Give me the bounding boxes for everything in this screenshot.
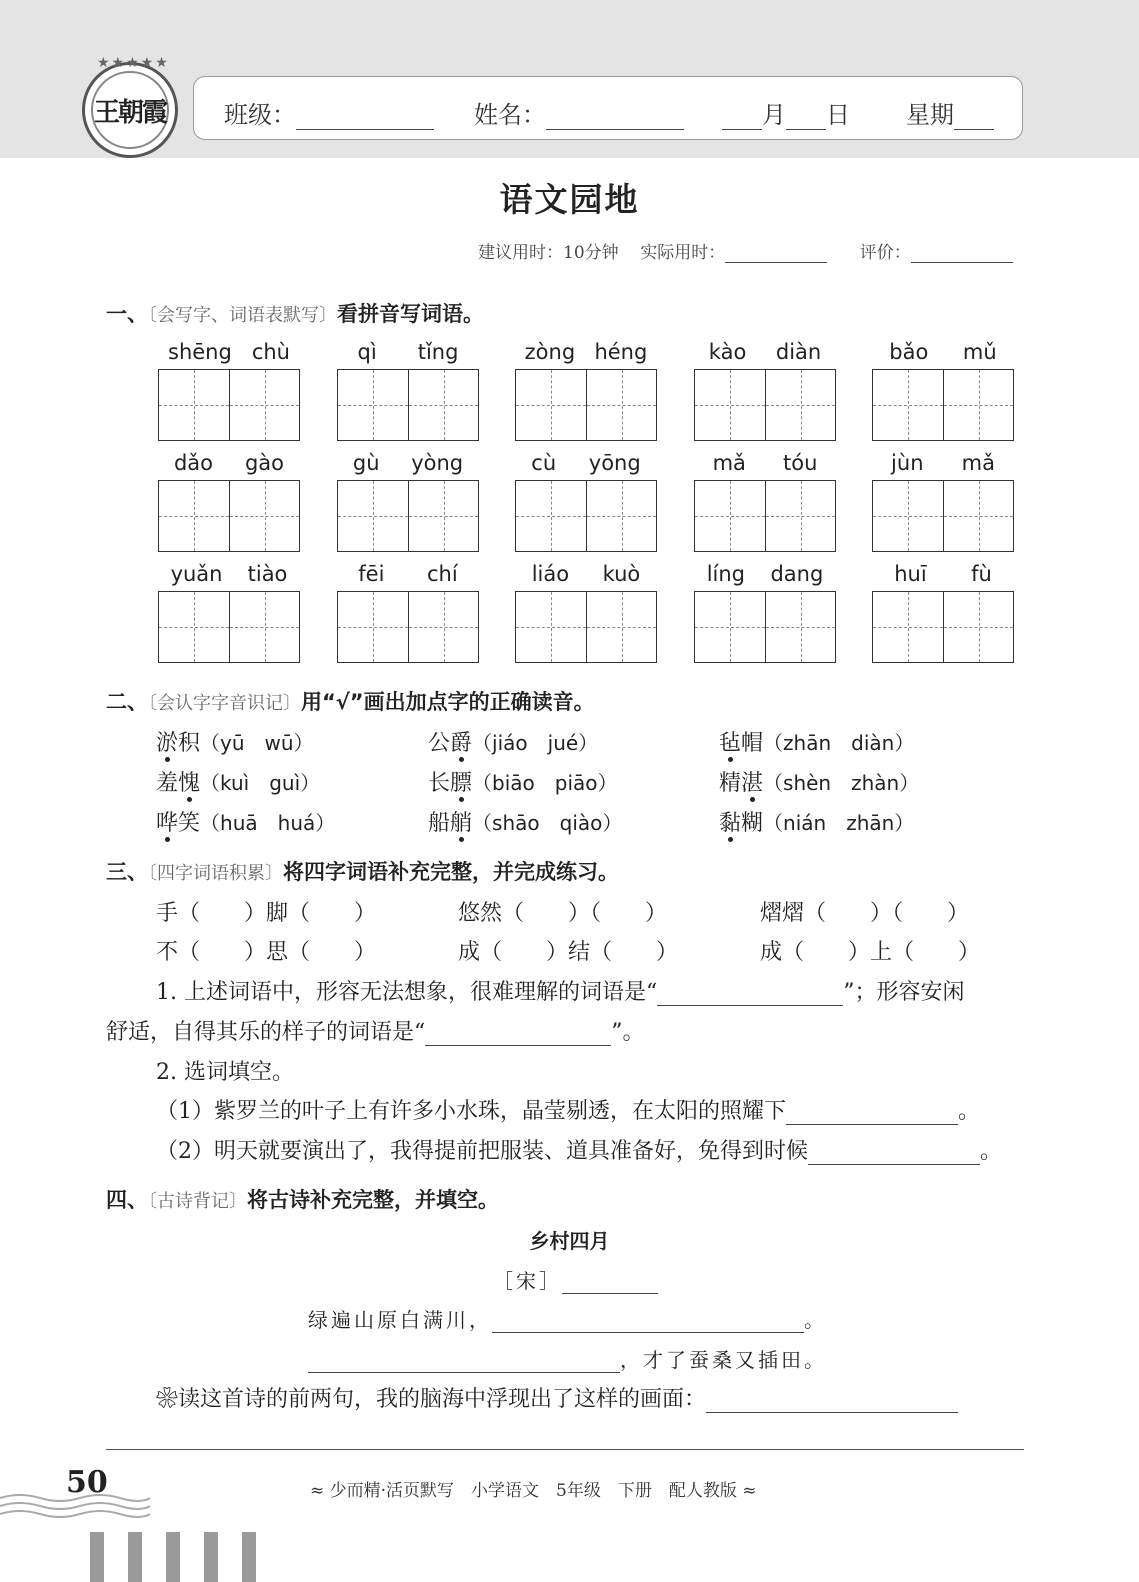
dotted-character: 淤 (156, 731, 179, 756)
writing-box[interactable] (943, 370, 1013, 440)
writing-boxes[interactable] (337, 369, 479, 441)
idiom-2[interactable]: 悠然（ ）（ ） (458, 901, 668, 926)
idiom-5[interactable]: 成（ ）结（ ） (458, 940, 679, 965)
pinyin-label: zòng héng (524, 340, 648, 364)
writing-box[interactable] (159, 370, 229, 440)
writing-box[interactable] (943, 592, 1013, 662)
section1-heading: 一、〔会写字、词语表默写〕看拼音写词语。 (106, 302, 484, 326)
idiom-4[interactable]: 不（ ）思（ ） (156, 940, 377, 965)
answer-blank[interactable] (425, 1021, 611, 1046)
writing-box[interactable] (873, 481, 943, 551)
question-2: 2. 选词填空。 (156, 1060, 294, 1085)
timing-bar: 建议用时：10分钟 实际用时： 评价： (478, 238, 1013, 263)
writing-boxes[interactable] (158, 480, 300, 552)
wave-decoration (0, 1490, 150, 1520)
idiom-6[interactable]: 成（ ）上（ ） (760, 940, 981, 965)
pinyin-label: fēi chí (358, 562, 458, 586)
reading-item[interactable]: 公爵（jiáo jué） (428, 731, 599, 756)
pinyin-label: mǎ tóu (712, 451, 818, 475)
reading-item[interactable]: 毡帽（zhān diàn） (719, 731, 915, 756)
writing-box[interactable] (943, 481, 1013, 551)
writing-box[interactable] (159, 481, 229, 551)
poem-blank[interactable] (492, 1308, 804, 1333)
writing-box[interactable] (765, 592, 835, 662)
question-1-line2: 舒适，自得其乐的样子的词语是“ ”。 (106, 1020, 645, 1045)
writing-boxes[interactable] (694, 480, 836, 552)
publisher-logo: ★★★★★ 王朝霞 (82, 62, 178, 158)
footer-bars (90, 1532, 256, 1582)
section4-heading: 四、〔古诗背记〕将古诗补充完整，并填空。 (106, 1188, 499, 1212)
writing-boxes[interactable] (337, 480, 479, 552)
writing-boxes[interactable] (515, 591, 657, 663)
writing-box[interactable] (338, 481, 408, 551)
question-2-1: （1）紫罗兰的叶子上有许多小水珠，晶莹剔透，在太阳的照耀下 。 (156, 1099, 981, 1124)
writing-box[interactable] (586, 481, 656, 551)
pinyin-label: kào diàn (708, 340, 822, 364)
reading-item[interactable]: 羞愧（kuì guì） (156, 771, 321, 796)
dotted-character: 爵 (450, 731, 473, 756)
reading-item[interactable]: 黏糊（nián zhān） (719, 811, 915, 836)
dotted-character: 毡 (719, 731, 742, 756)
writing-box[interactable] (765, 481, 835, 551)
pinyin-label: cù yōng (531, 451, 641, 475)
reading-item[interactable]: 船艄（shāo qiào） (428, 811, 623, 836)
date-field[interactable]: 月 日 (722, 95, 850, 130)
page-title: 语文园地 (499, 180, 640, 219)
reading-item[interactable]: 哗笑（huā huá） (156, 811, 336, 836)
answer-blank[interactable] (786, 1100, 958, 1125)
name-field[interactable]: 姓名： (474, 95, 684, 130)
writing-boxes[interactable] (872, 369, 1014, 441)
pinyin-label: shēng chù (168, 340, 290, 364)
writing-box[interactable] (586, 592, 656, 662)
writing-box[interactable] (516, 592, 586, 662)
answer-blank[interactable] (657, 981, 843, 1006)
pinyin-label: jùn mǎ (891, 451, 995, 475)
writing-box[interactable] (873, 592, 943, 662)
poem-prompt: ❀读这首诗的前两句，我的脑海中浮现出了这样的画面： (156, 1382, 958, 1413)
student-info-box (193, 76, 1023, 140)
writing-box[interactable] (408, 481, 478, 551)
writing-boxes[interactable] (694, 591, 836, 663)
author-blank[interactable] (562, 1269, 658, 1294)
dotted-character: 愧 (178, 771, 201, 796)
poem-blank[interactable] (308, 1348, 620, 1373)
writing-box[interactable] (338, 370, 408, 440)
reading-item[interactable]: 长膘（biāo piāo） (428, 771, 618, 796)
section3-heading: 三、〔四字词语积累〕将四字词语补充完整，并完成练习。 (106, 860, 619, 884)
poem-line-1: 绿遍山原白满川， 。 (308, 1308, 827, 1332)
writing-box[interactable] (873, 370, 943, 440)
writing-box[interactable] (338, 592, 408, 662)
weekday-field[interactable]: 星期 (906, 95, 994, 130)
poem-dynasty: ［宋］ (493, 1265, 658, 1294)
pinyin-label: bǎo mǔ (889, 340, 997, 364)
writing-boxes[interactable] (694, 369, 836, 441)
pinyin-label: gù yòng (352, 451, 464, 475)
idiom-1[interactable]: 手（ ）脚（ ） (156, 901, 377, 926)
writing-box[interactable] (695, 481, 765, 551)
writing-box[interactable] (408, 592, 478, 662)
reading-item[interactable]: 精湛（shèn zhàn） (719, 771, 920, 796)
answer-blank[interactable] (706, 1388, 958, 1413)
footer-text: ≈ 少而精·活页默写 小学语文 5年级 下册 配人教版 ≈ (310, 1481, 757, 1501)
pinyin-label: yuǎn tiào (170, 562, 288, 586)
page-number: 50 (66, 1465, 108, 1500)
footer-rule (106, 1449, 1024, 1450)
writing-boxes[interactable] (872, 480, 1014, 552)
writing-box[interactable] (695, 370, 765, 440)
writing-box[interactable] (229, 481, 299, 551)
pinyin-label: líng dang (706, 562, 824, 586)
writing-box[interactable] (408, 370, 478, 440)
reading-item[interactable]: 淤积（yū wū） (156, 731, 314, 756)
pinyin-label: qì tǐng (357, 340, 459, 364)
question-1-line1: 1. 上述词语中，形容无法想象，很难理解的词语是“ ”；形容安闲 (156, 980, 965, 1005)
writing-box[interactable] (765, 370, 835, 440)
class-field[interactable]: 班级： (224, 95, 434, 130)
writing-box[interactable] (159, 592, 229, 662)
writing-box[interactable] (516, 481, 586, 551)
answer-blank[interactable] (808, 1140, 980, 1165)
writing-box[interactable] (229, 592, 299, 662)
pinyin-label: huī fù (894, 562, 992, 586)
poem-line-2: ，才了蚕桑又插田。 (308, 1344, 827, 1373)
question-2-2: （2）明天就要演出了，我得提前把服装、道具准备好，免得到时候 。 (156, 1139, 1003, 1164)
writing-box[interactable] (586, 370, 656, 440)
section2-heading: 二、〔会认字字音识记〕用“√”画出加点字的正确读音。 (106, 690, 595, 714)
pinyin-label: dǎo gào (173, 451, 285, 475)
writing-boxes[interactable] (337, 591, 479, 663)
writing-box[interactable] (229, 370, 299, 440)
writing-boxes[interactable] (158, 369, 300, 441)
pinyin-label: liáo kuò (531, 562, 641, 586)
dotted-character: 哗 (156, 811, 179, 836)
dotted-character: 黏 (719, 811, 742, 836)
dotted-character: 膘 (450, 771, 473, 796)
writing-boxes[interactable] (158, 591, 300, 663)
writing-boxes[interactable] (515, 480, 657, 552)
dotted-character: 湛 (741, 771, 764, 796)
writing-box[interactable] (516, 370, 586, 440)
writing-boxes[interactable] (515, 369, 657, 441)
writing-box[interactable] (695, 592, 765, 662)
dotted-character: 艄 (450, 811, 473, 836)
idiom-3[interactable]: 熠熠（ ）（ ） (760, 901, 970, 926)
poem-title: 乡村四月 (529, 1229, 610, 1253)
writing-boxes[interactable] (872, 591, 1014, 663)
